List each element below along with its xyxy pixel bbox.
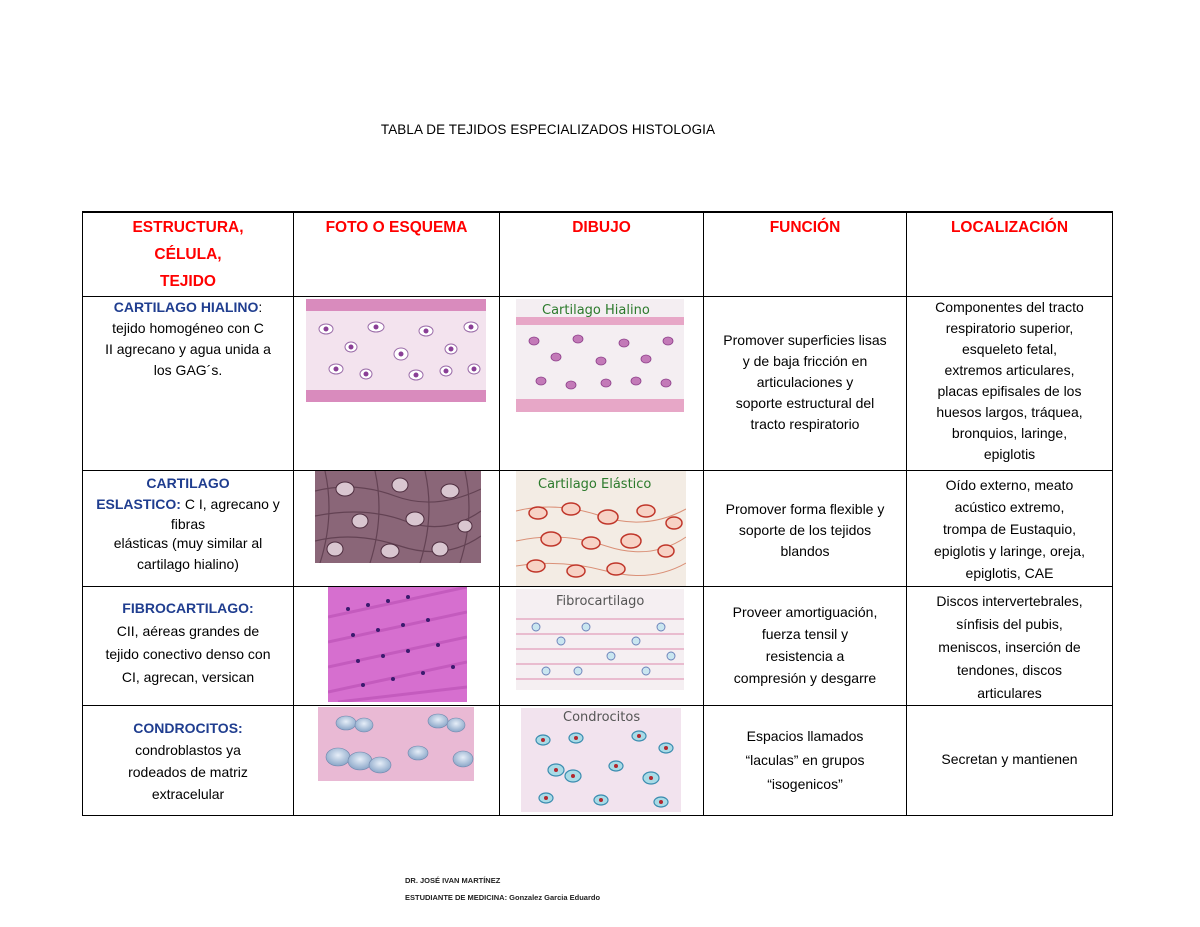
elastic-cartilage-drawing xyxy=(516,471,686,586)
header-estructura-line: TEJIDO xyxy=(160,273,216,290)
function-line: fuerza tensil y xyxy=(761,625,849,642)
photo-cell xyxy=(294,470,500,586)
function-cell xyxy=(704,470,907,586)
structure-desc-line: C I, agrecano y xyxy=(180,495,280,512)
structure-name: CARTILAGO xyxy=(146,474,230,491)
location-line: epiglotis xyxy=(983,445,1036,462)
header-dibujo xyxy=(500,212,704,296)
header-funcion xyxy=(704,212,907,296)
fibrocartilage-drawing xyxy=(516,589,684,690)
fibrocartilage-photo xyxy=(328,587,467,702)
photo-cell xyxy=(294,296,500,470)
structure-name-suffix: : xyxy=(258,298,263,315)
drawing-cell xyxy=(500,296,704,470)
location-line: Secretan y mantienen xyxy=(941,750,1078,767)
location-cell xyxy=(907,705,1113,815)
structure-desc-line: condroblastos ya xyxy=(135,741,241,758)
hyaline-cartilage-photo xyxy=(306,299,486,402)
structure-desc-line: II agrecano y agua unida a xyxy=(105,340,271,357)
header-dibujo-label: DIBUJO xyxy=(572,219,631,236)
function-line: tracto respiratorio xyxy=(750,415,860,432)
location-cell xyxy=(907,470,1113,586)
drawing-cell xyxy=(500,705,704,815)
drawing-cell xyxy=(500,470,704,586)
function-line: Promover superficies lisas xyxy=(723,331,887,348)
structure-desc-line: cartilago hialino) xyxy=(137,555,239,572)
chondrocytes-photo xyxy=(318,707,474,781)
table-row xyxy=(83,586,1113,705)
location-line: bronquios, laringe, xyxy=(951,424,1068,441)
location-line: huesos largos, tráquea, xyxy=(936,403,1083,420)
location-line: articulares xyxy=(977,684,1042,701)
structure-desc-line: tejido homogéneo con C xyxy=(112,319,264,336)
header-estructura xyxy=(83,212,294,296)
elastic-cartilage-photo xyxy=(315,471,481,563)
photo-cell xyxy=(294,705,500,815)
function-line: Espacios llamados xyxy=(746,727,864,744)
drawing-label: Fibrocartilago xyxy=(556,593,645,609)
location-line: acústico extremo, xyxy=(954,498,1065,515)
structure-desc-line: fibras xyxy=(170,515,206,532)
location-cell xyxy=(907,586,1113,705)
drawing-label: Cartilago Elástico xyxy=(538,476,652,492)
header-foto-label: FOTO O ESQUEMA xyxy=(325,219,468,236)
footer-student: ESTUDIANTE DE MEDICINA: Gonzalez Garcia Eduardo xyxy=(405,893,601,902)
location-line: sínfisis del pubis, xyxy=(956,615,1063,632)
function-line: soporte estructural del xyxy=(735,394,875,411)
structure-desc-line: CI, agrecan, versican xyxy=(121,668,255,685)
header-localizacion-label: LOCALIZACIÓN xyxy=(950,219,1069,236)
location-line: esqueleto fetal, xyxy=(962,340,1057,357)
location-line: trompa de Eustaquio, xyxy=(942,520,1077,537)
function-line: soporte de los tejidos xyxy=(738,521,872,538)
function-cell xyxy=(704,705,907,815)
page-title: TABLA DE TEJIDOS ESPECIALIZADOS HISTOLOGIA xyxy=(380,122,716,137)
structure-name: FIBROCARTILAGO: xyxy=(122,599,254,616)
header-estructura-line: ESTRUCTURA, xyxy=(132,219,244,236)
location-line: respiratorio superior, xyxy=(945,319,1074,336)
function-line: blandos xyxy=(780,542,830,559)
structure-name: CARTILAGO HIALINO xyxy=(113,298,259,315)
location-line: Discos intervertebrales, xyxy=(936,592,1083,609)
header-foto xyxy=(294,212,500,296)
tissue-table xyxy=(82,211,1113,816)
function-line: y de baja fricción en xyxy=(742,352,868,369)
structure-desc-line: los GAG´s. xyxy=(153,361,223,378)
structure-cell xyxy=(83,470,294,586)
header-estructura-line: CÉLULA, xyxy=(154,246,222,263)
structure-cell xyxy=(83,296,294,470)
function-line: Promover forma flexible y xyxy=(725,500,885,517)
table-header-row xyxy=(83,212,1113,296)
table-row xyxy=(83,470,1113,586)
photo-cell xyxy=(294,586,500,705)
hyaline-cartilage-drawing xyxy=(516,299,684,412)
location-line: extremos articulares, xyxy=(944,361,1075,378)
function-line: “laculas” en grupos xyxy=(745,751,865,768)
structure-desc-line: CII, aéreas grandes de xyxy=(116,622,260,639)
structure-name: CONDROCITOS: xyxy=(133,719,243,736)
location-line: tendones, discos xyxy=(956,661,1063,678)
location-line: epiglotis, CAE xyxy=(965,564,1054,581)
location-line: placas epifisales de los xyxy=(937,382,1082,399)
location-cell xyxy=(907,296,1113,470)
location-line: epiglotis y laringe, oreja, xyxy=(934,542,1085,559)
function-cell xyxy=(704,586,907,705)
function-line: articulaciones y xyxy=(756,373,854,390)
structure-desc-line: elásticas (muy similar al xyxy=(113,534,263,551)
header-funcion-label: FUNCIÓN xyxy=(769,219,841,236)
table-row xyxy=(83,296,1113,470)
table-row xyxy=(83,705,1113,815)
header-localizacion xyxy=(907,212,1113,296)
drawing-label: Condrocitos xyxy=(563,709,641,725)
structure-cell xyxy=(83,705,294,815)
function-line: resistencia a xyxy=(765,647,845,664)
location-line: Componentes del tracto xyxy=(935,298,1084,315)
drawing-cell xyxy=(500,586,704,705)
location-line: meniscos, inserción de xyxy=(938,638,1081,655)
footer-doctor: DR. JOSÉ IVAN MARTÍNEZ xyxy=(405,876,501,885)
function-line: Proveer amortiguación, xyxy=(732,603,878,620)
location-line: Oído externo, meato xyxy=(945,476,1074,493)
structure-desc-line: rodeados de matriz xyxy=(128,763,248,780)
structure-cell xyxy=(83,586,294,705)
structure-desc-line: extracelular xyxy=(151,785,225,802)
structure-desc-line: tejido conectivo denso con xyxy=(105,645,271,662)
drawing-label: Cartilago Hialino xyxy=(542,302,650,318)
structure-name: ESLASTICO: xyxy=(96,495,181,512)
function-line: compresión y desgarre xyxy=(733,669,877,686)
function-line: “isogenicos” xyxy=(767,775,843,792)
chondrocytes-drawing xyxy=(521,708,681,812)
function-cell xyxy=(704,296,907,470)
